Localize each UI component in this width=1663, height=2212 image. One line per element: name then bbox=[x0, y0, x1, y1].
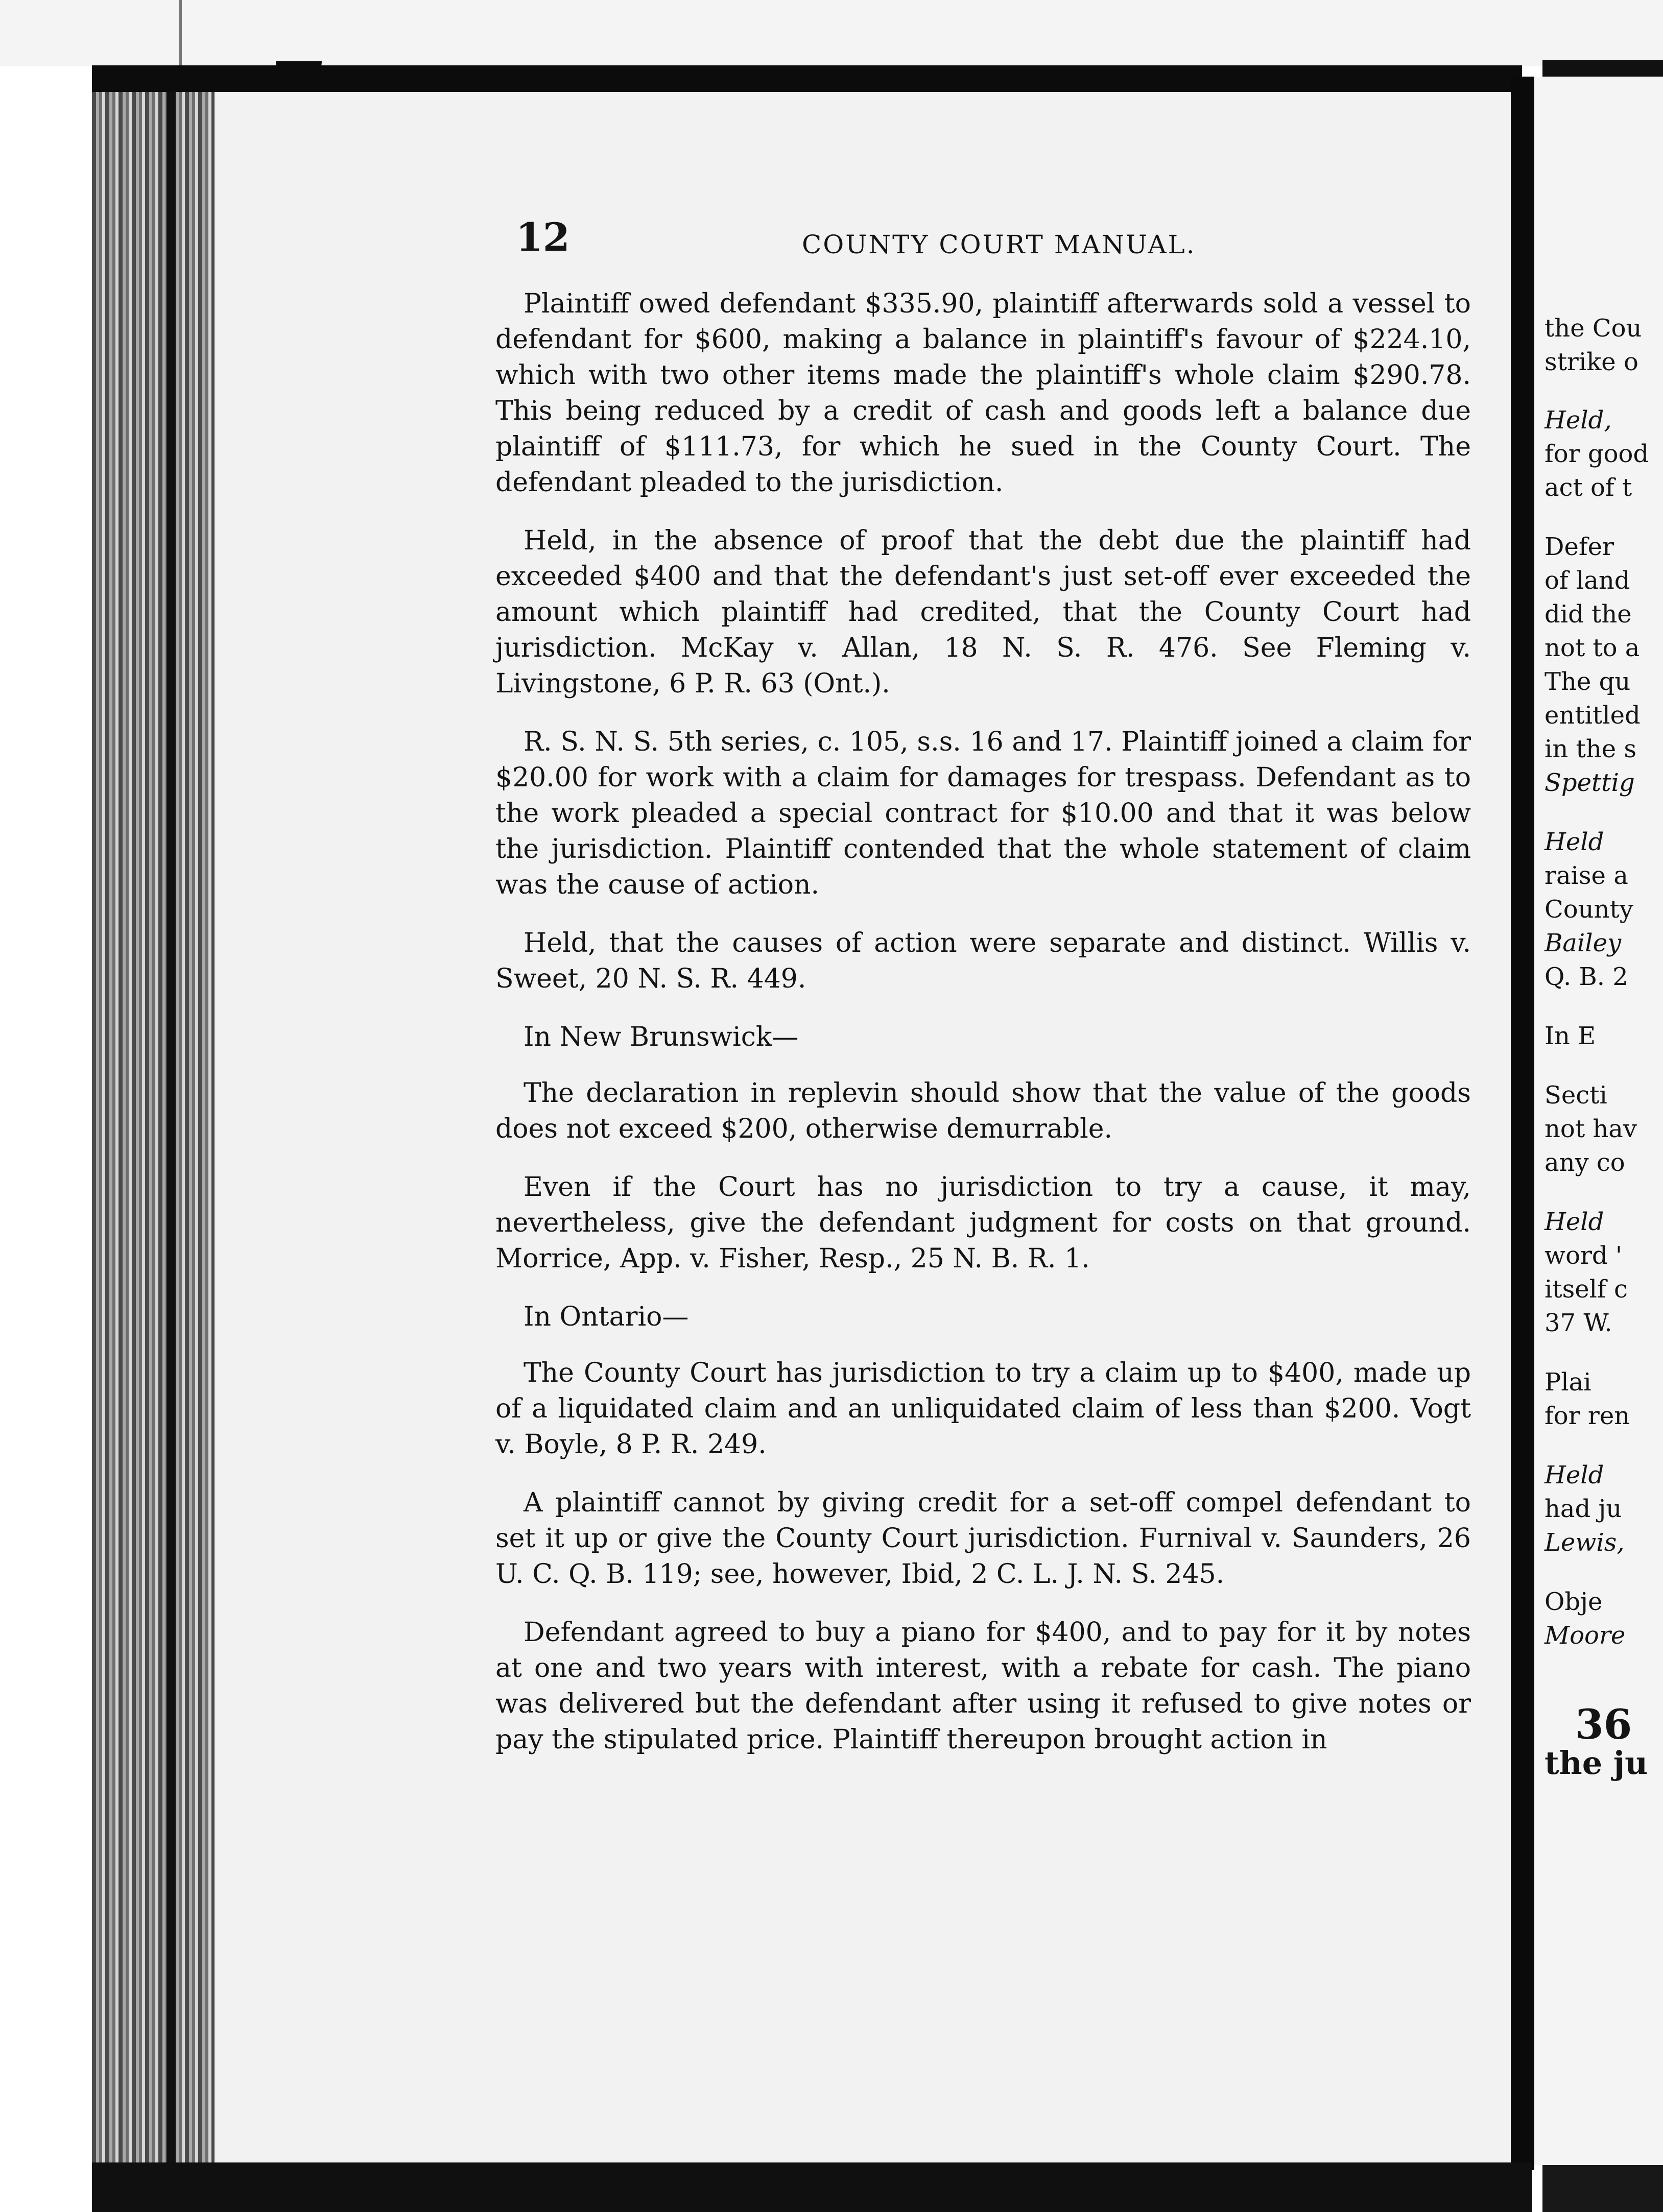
film-edge-line bbox=[179, 0, 182, 66]
facing-page-line: strike o bbox=[1545, 348, 1638, 376]
facing-page-line: itself c bbox=[1545, 1275, 1628, 1304]
facing-page-section-number: 36 bbox=[1575, 1700, 1632, 1748]
facing-page-line: of land bbox=[1545, 566, 1630, 595]
scan-top-border-right bbox=[1542, 60, 1663, 79]
facing-page-line: word ' bbox=[1545, 1241, 1623, 1270]
page-gutter bbox=[1511, 77, 1534, 2170]
facing-page bbox=[1534, 77, 1663, 2165]
facing-page-line: Held bbox=[1545, 1461, 1604, 1489]
paragraph: Held, that the causes of action were separate and distinct. Willis v. Sweet, 20 N. S. R. 449. bbox=[495, 928, 1471, 994]
facing-page-line: Defer bbox=[1545, 533, 1614, 561]
running-head: COUNTY COURT MANUAL. bbox=[802, 230, 1196, 259]
facing-page-line: Plai bbox=[1545, 1368, 1591, 1397]
book-spine-edge bbox=[92, 77, 215, 2170]
facing-page-line: County bbox=[1545, 895, 1633, 924]
paragraph: Plaintiff owed defendant $335.90, plaintiff afterwards sold a vessel to defendant for $600, making a balance in plaintiff's favour of $224.10, which with two other items made the plaintiff's whole claim $290.78. This being reduced by a credit of cash and goods left a balance due plaintiff of $111.73, for which he sued in the County Court. The defendant pleaded to the jurisdiction. bbox=[495, 288, 1471, 498]
facing-page-line: not to a bbox=[1545, 634, 1640, 662]
facing-page-line: the ju bbox=[1545, 1744, 1648, 1782]
book-spine-shadow bbox=[167, 77, 176, 2170]
facing-page-line: The qu bbox=[1545, 667, 1631, 696]
facing-page-line: the Cou bbox=[1545, 314, 1642, 343]
facing-page-line: Held, bbox=[1545, 406, 1612, 435]
page-number: 12 bbox=[516, 214, 570, 260]
facing-page-line: act of t bbox=[1545, 473, 1632, 502]
paragraph: The declaration in replevin should show that the value of the goods does not exceed $200, otherwise demurrable. bbox=[495, 1078, 1471, 1144]
facing-page-line: had ju bbox=[1545, 1495, 1622, 1523]
facing-page-line: not hav bbox=[1545, 1115, 1637, 1143]
page-body bbox=[495, 286, 1471, 1780]
facing-page-line: Spettig bbox=[1545, 768, 1635, 797]
facing-page-line: Lewis, bbox=[1545, 1528, 1625, 1557]
facing-page-line: for good bbox=[1545, 440, 1649, 468]
facing-page-line: Bailey bbox=[1545, 929, 1622, 957]
jurisdiction-heading: In New Brunswick— bbox=[524, 1022, 799, 1052]
scan-bottom-border bbox=[92, 2162, 1532, 2212]
paragraph: A plaintiff cannot by giving credit for a set-off compel defendant to set it up or give the County Court jurisdiction. Furnival v. Saunders, 26 U. C. Q. B. 119; see, however, Ibid, 2 C. L. J. N. S. 245. bbox=[495, 1487, 1471, 1590]
facing-page-line: for ren bbox=[1545, 1402, 1630, 1430]
facing-page-line: did the bbox=[1545, 600, 1632, 629]
facing-page-line: Moore bbox=[1545, 1621, 1626, 1650]
facing-page-line: any co bbox=[1545, 1148, 1625, 1177]
facing-page-line: in the s bbox=[1545, 735, 1637, 763]
paragraph: Held, in the absence of proof that the debt due the plaintiff had exceeded $400 and that the defendant's just set-off ever exceeded the amount which plaintiff had credited, that the County Court had jurisdiction. McKay v. Allan, 18 N. S. R. 476. See Fleming v. Livingstone, 6 P. R. 63 (Ont.). bbox=[495, 525, 1471, 699]
facing-page-line: Held bbox=[1545, 828, 1604, 856]
facing-page-line: In E bbox=[1545, 1022, 1596, 1050]
facing-page-line: raise a bbox=[1545, 861, 1628, 890]
paragraph: The County Court has jurisdiction to try a claim up to $400, made up of a liquidated claim and an unliquidated claim of less than $200. Vogt v. Boyle, 8 P. R. 249. bbox=[495, 1358, 1471, 1460]
scan-top-margin bbox=[0, 0, 1663, 66]
facing-page-line: Held bbox=[1545, 1208, 1604, 1236]
paragraph: Even if the Court has no jurisdiction to try a cause, it may, nevertheless, give the defendant judgment for costs on that ground. Morrice, App. v. Fisher, Resp., 25 N. B. R. 1. bbox=[495, 1172, 1471, 1274]
facing-page-line: 37 W. bbox=[1545, 1309, 1612, 1337]
facing-page-line: Obje bbox=[1545, 1588, 1603, 1616]
facing-page-line: Q. B. 2 bbox=[1545, 963, 1628, 991]
facing-page-line: Secti bbox=[1545, 1081, 1607, 1110]
facing-page-line: entitled bbox=[1545, 701, 1641, 730]
paragraph: Defendant agreed to buy a piano for $400, and to pay for it by notes at one and two years with interest, with a rebate for cash. The piano was delivered but the defendant after using it refused to give notes or pay the stipulated price. Plaintiff thereupon brought action in bbox=[495, 1617, 1471, 1755]
paragraph: R. S. N. S. 5th series, c. 105, s.s. 16 and 17. Plaintiff joined a claim for $20.00 for work with a claim for damages for trespass. Defendant as to the work pleaded a special contract for $10.00 and that it was below the jurisdiction. Plaintiff contended that the whole statement of claim was the cause of action. bbox=[495, 727, 1471, 900]
scan-bottom-border-right bbox=[1542, 2165, 1663, 2212]
jurisdiction-heading: In Ontario— bbox=[524, 1302, 689, 1332]
